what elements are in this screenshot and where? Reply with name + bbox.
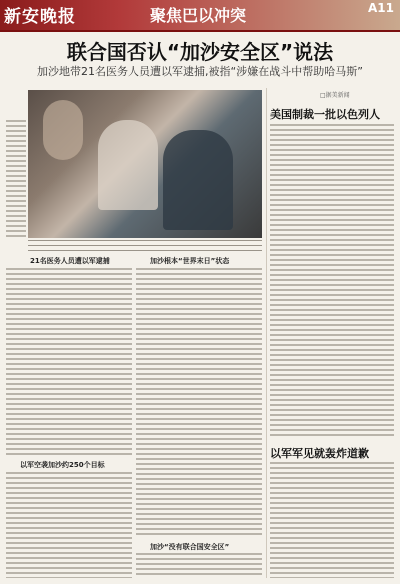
header-rule	[0, 30, 400, 32]
right-headline-sanctions: 美国制裁一批以色列人	[270, 108, 380, 121]
column-divider	[266, 88, 267, 578]
right-headline-apology: 以军军见就轰炸道歉	[270, 447, 369, 460]
subhead-airstrikes: 以军空袭加沙约250个目标	[20, 461, 105, 469]
subhead-arrests: 21名医务人员遭以军逮捕	[30, 257, 110, 265]
intro-text-block	[6, 120, 26, 238]
photo-figure	[43, 100, 83, 160]
section-title: 聚焦巴以冲突	[150, 6, 247, 25]
photo-figure	[98, 120, 158, 210]
photo-figure	[163, 130, 233, 230]
text-block	[270, 462, 394, 578]
newspaper-logo: 新安晚报	[4, 7, 76, 27]
text-block	[136, 268, 262, 538]
text-block	[6, 472, 132, 578]
text-block	[136, 553, 262, 578]
subhead-no-safe-zone: 加沙“没有联合国安全区”	[150, 543, 230, 551]
text-block	[6, 268, 132, 456]
photo-caption	[28, 240, 262, 252]
text-block	[270, 124, 394, 438]
masthead-bar	[0, 0, 400, 30]
news-photo	[28, 90, 262, 238]
source-tag: □据美新闻	[320, 92, 350, 99]
headline: 联合国否认“加沙安全区”说法	[66, 40, 334, 64]
page-number: A11	[368, 1, 394, 15]
subhead-doomsday: 加沙根本“世界末日”状态	[150, 257, 230, 265]
subheadline: 加沙地带21名医务人员遭以军逮捕,被指“涉嫌在战斗中帮助哈马斯”	[37, 65, 363, 78]
